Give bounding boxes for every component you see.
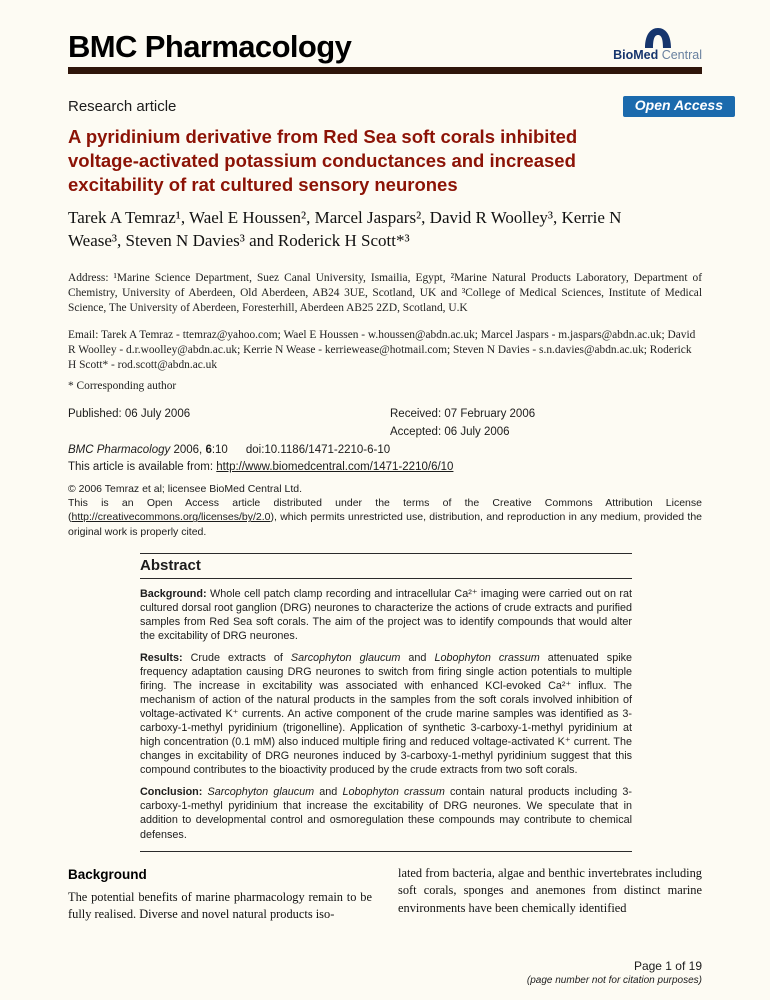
abstract-conclusion-text: and xyxy=(314,786,343,799)
meta-bar xyxy=(68,96,723,117)
article-url-link[interactable]: http://www.biomedcentral.com/1471-2210/6/10 xyxy=(216,460,454,473)
author-list: Tarek A Temraz¹, Wael E Houssen², Marcel Jaspars², David R Woolley³, Kerrie N Wease³, Steven N Davies³ and Roderick H Scott*³ xyxy=(68,208,622,251)
received-accepted-dates xyxy=(390,406,535,441)
abstract-results-text: Crude extracts of xyxy=(182,652,291,665)
biomedcentral-logo-text xyxy=(613,49,702,63)
species-name: Sarcophyton glaucum xyxy=(290,652,401,665)
license-line xyxy=(68,496,702,539)
biomedcentral-logo xyxy=(613,26,702,64)
journal-title: BMC Pharmacology xyxy=(68,29,352,65)
open-access-badge[interactable]: Open Access xyxy=(623,96,735,117)
citation-line xyxy=(68,444,702,456)
availability-label: This article is available from: xyxy=(68,460,217,473)
abstract-heading: Abstract xyxy=(140,554,632,579)
abstract-background-label: Background: xyxy=(140,588,207,600)
species-name: Lobophyton crassum xyxy=(342,786,445,799)
biomedcentral-arch-icon xyxy=(613,26,702,48)
page-header xyxy=(68,26,702,64)
header-rule xyxy=(68,67,702,74)
published-date: Published: 06 July 2006 xyxy=(68,408,191,421)
accepted-date: Accepted: 06 July 2006 xyxy=(390,425,510,438)
abstract-conclusion-text: contain natural products including 3-carboxy-1-methyl pyridinium that increase the excitability of DRG neurones. We speculate that in addition to developmental control and osmoregulation these compounds may contribute to chemical defenses. xyxy=(140,786,632,841)
body-text-left: The potential benefits of marine pharmacology remain to be fully realised. Diverse and novel natural products iso- xyxy=(68,889,372,922)
article-title: A pyridinium derivative from Red Sea soft corals inhibited voltage-activated potassium conductances and increased excitability of rat cultured sensory neurones xyxy=(68,126,578,196)
page-number: Page 1 of 19 xyxy=(633,959,702,973)
corresponding-author-note: * Corresponding author xyxy=(68,380,177,393)
abstract-background-paragraph xyxy=(140,587,632,643)
availability-line xyxy=(68,461,702,473)
abstract-conclusion-label: Conclusion: xyxy=(140,786,203,799)
body-text-right: lated from bacteria, algae and benthic invertebrates including soft corals, sponges and anemones from distinct marine environments have been chemically identified xyxy=(398,865,702,915)
email-block: Email: Tarek A Temraz - ttemraz@yahoo.com; Wael E Houssen - w.houssen@abdn.ac.uk; Marcel Jaspars - m.jaspars@abdn.ac.uk; David R Woolley - d.r.woolley@abdn.ac.uk; Kerrie N Wease - kerriewease@hotmail.com; Steven N Davies - s.n.davies@abdn.ac.uk; Roderick H Scott* - rod.scott@abdn.ac.uk xyxy=(68,329,696,372)
publication-dates xyxy=(68,406,702,441)
abstract-results-label: Results: xyxy=(140,652,183,665)
body-column-left xyxy=(68,865,372,924)
article-body xyxy=(68,865,702,924)
copyright-block xyxy=(68,482,702,539)
article-type-label: Research article xyxy=(68,97,177,115)
abstract-results-text: and xyxy=(400,652,435,665)
received-date: Received: 07 February 2006 xyxy=(390,408,536,421)
license-text-pre: This is an Open Access article distributed under the terms of the Creative Commons Attribution License ( xyxy=(68,497,702,524)
license-link[interactable]: http://creativecommons.org/licenses/by/2.0 xyxy=(71,511,271,524)
citation-doi: doi:10.1186/1471-2210-6-10 xyxy=(245,443,391,456)
citation-volume: 6 xyxy=(205,443,212,456)
address-block: Address: ¹Marine Science Department, Suez Canal University, Ismailia, Egypt, ²Marine Natural Products Laboratory, Department of Chemistry, University of Aberdeen, Old Aberdeen, AB24 3UE, Scotland, UK and ³College of Medical Sciences, Institute of Medical Science, The University of Aberdeen, Foresterhill, Aberdeen AB25 2ZD, Scotland, U.K xyxy=(68,272,702,315)
abstract-results-paragraph xyxy=(140,651,632,777)
citation-issue: :10 xyxy=(211,443,228,456)
citation-note: (page number not for citation purposes) xyxy=(526,975,702,986)
citation-journal-name: BMC Pharmacology xyxy=(68,443,171,456)
species-name: Lobophyton crassum xyxy=(434,652,540,665)
abstract-results-text: attenuated spike frequency adaptation causing DRG neurones to switch from firing single action potentials to multiple firing. The increase in excitability was associated with enhanced KCl-evoked Ca²⁺ influx. The mechanism of action of the natural products in the samples from the soft corals involved inhibition of voltage-activated K⁺ currents. An active component of the crude marine samples was identified as 3-carboxy-1-methyl pyridinium (trigonelline). Application of synthetic 3-carboxy-1-methyl pyridinium at high concentration (0.1 mM) also induced multiple firing and reduced voltage-activated K⁺ current. The changes in excitability of DRG neurones induced by 3-carboxy-1-methyl pyridinium suggest that this compound contributes to the bioactivity produced by the crude extracts from two soft corals. xyxy=(140,652,633,777)
abstract-background-text: Whole cell patch clamp recording and intracellular Ca²⁺ imaging were carried out on rat cultured dorsal root ganglion (DRG) neurones to characterize the actions of crude extracts and purified samples from Red Sea soft corals. The aim of the project was to identify compounds that would alter the excitability of DRG neurones. xyxy=(140,588,632,643)
logo-word-biomed: BioMed xyxy=(613,48,659,62)
copyright-line: © 2006 Temraz et al; licensee BioMed Central Ltd. xyxy=(68,482,302,495)
abstract-section xyxy=(140,553,632,852)
citation-year: 2006, xyxy=(170,443,206,456)
background-heading: Background xyxy=(68,866,147,882)
license-text-post: ), which permits unrestricted use, distribution, and reproduction in any medium, provided the original work is properly cited. xyxy=(68,511,702,538)
page-footer xyxy=(527,959,702,986)
body-column-right xyxy=(398,865,702,924)
species-name: Sarcophyton glaucum xyxy=(207,786,315,799)
logo-word-central: Central xyxy=(661,48,702,62)
abstract-conclusion-paragraph xyxy=(140,785,632,841)
